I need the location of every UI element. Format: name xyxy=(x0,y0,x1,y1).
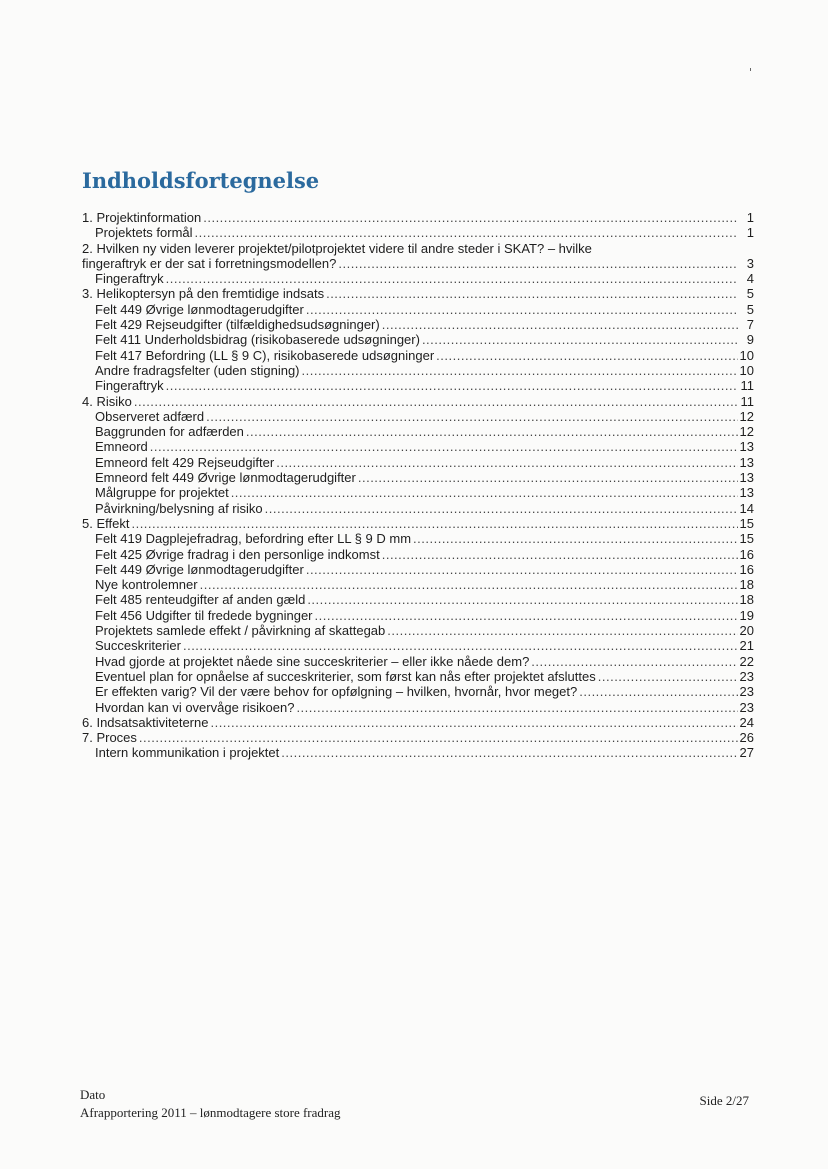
toc-page-number: 16 xyxy=(739,546,754,562)
toc-page-number: 11 xyxy=(740,378,754,394)
toc-entry[interactable] xyxy=(82,531,754,546)
toc-entry-text: Felt 411 Underholdsbidrag (risikobaserede udsøgninger) xyxy=(95,332,420,348)
toc-entry-text: Målgruppe for projektet xyxy=(95,485,229,501)
toc-page-number: 21 xyxy=(739,638,754,654)
toc-entry-text: 1. Projektinformation xyxy=(82,210,202,225)
toc-entry-text: 7. Proces xyxy=(82,730,137,746)
toc-entry[interactable] xyxy=(82,241,754,272)
toc-entry-text: Felt 419 Dagplejefradrag, befordring efter LL § 9 D mm xyxy=(95,531,412,547)
dot-leader xyxy=(326,286,738,301)
toc-title: Indholdsfortegnelse xyxy=(82,168,320,193)
toc-entry[interactable] xyxy=(82,302,754,317)
toc-page-number: 24 xyxy=(739,714,754,730)
toc-page-number: 13 xyxy=(739,439,754,455)
toc-entry[interactable] xyxy=(82,363,754,378)
toc-entry-text: Felt 485 renteudgifter af anden gæld xyxy=(95,592,306,608)
toc-entry-text: Baggrunden for adfærden xyxy=(95,424,244,440)
dot-leader xyxy=(306,302,738,317)
dot-leader xyxy=(265,501,738,516)
dot-leader xyxy=(203,210,738,225)
toc-entry-text: Felt 449 Øvrige lønmodtagerudgifter xyxy=(95,561,304,577)
toc-entry-text: Andre fradragsfelter (uden stigning) xyxy=(95,362,300,378)
toc-entry-text: Hvad gjorde at projektet nåede sine succeskriterier – eller ikke nåede dem? xyxy=(95,653,530,669)
toc-page-number: 15 xyxy=(739,515,754,531)
toc-page-number: 4 xyxy=(746,271,754,287)
dot-leader xyxy=(436,348,737,363)
toc-entry[interactable] xyxy=(82,715,754,730)
toc-entry[interactable] xyxy=(82,225,754,240)
toc-page-number: 27 xyxy=(739,745,754,761)
dot-leader xyxy=(296,700,737,715)
toc-entry[interactable] xyxy=(82,424,754,439)
toc-page-number: 23 xyxy=(739,668,754,684)
toc-entry[interactable] xyxy=(82,455,754,470)
toc-page-number: 5 xyxy=(746,301,754,317)
footer-date: Dato xyxy=(80,1087,106,1102)
toc-entry[interactable] xyxy=(82,577,754,592)
dot-leader xyxy=(131,516,737,531)
toc-entry[interactable] xyxy=(82,547,754,562)
toc-page-number: 10 xyxy=(739,347,754,363)
toc-entry[interactable] xyxy=(82,501,754,516)
toc-entry[interactable] xyxy=(82,684,754,699)
toc-entry[interactable] xyxy=(82,730,754,745)
toc-entry[interactable] xyxy=(82,470,754,485)
toc-page-number: 23 xyxy=(739,699,754,715)
dot-leader xyxy=(306,562,738,577)
scan-speck xyxy=(750,68,751,71)
toc-entry[interactable] xyxy=(82,317,754,332)
toc-entry[interactable] xyxy=(82,394,754,409)
toc-page-number: 23 xyxy=(739,684,754,700)
toc-page-number: 13 xyxy=(739,485,754,501)
toc-page-number: 13 xyxy=(739,454,754,470)
toc-entry[interactable] xyxy=(82,562,754,577)
toc-entry-text: Felt 425 Øvrige fradrag i den personlige indkomst xyxy=(95,546,380,562)
toc-entry-text: Observeret adfærd xyxy=(95,408,205,424)
toc-entry[interactable] xyxy=(82,332,754,347)
toc-page-number: 1 xyxy=(746,225,754,241)
dot-leader xyxy=(579,684,737,699)
dot-leader xyxy=(281,745,737,760)
toc-entry[interactable] xyxy=(82,409,754,424)
dot-leader xyxy=(206,409,737,424)
toc-entry-text: Emneord felt 429 Rejseudgifter xyxy=(95,454,275,470)
toc-page-number: 11 xyxy=(740,393,754,409)
toc-entry-text: Eventuel plan for opnåelse af succeskriterier, som først kan nås efter projektet afsluttes xyxy=(95,668,596,684)
table-of-contents xyxy=(82,210,754,761)
dot-leader xyxy=(302,363,738,378)
toc-entry-text: Projektets samlede effekt / påvirkning af skattegab xyxy=(95,623,386,639)
toc-page-number: 9 xyxy=(746,332,754,348)
toc-entry-text: 2. Hvilken ny viden leverer projektet/pilotprojektet videre til andre steder i SKAT? – hvilke xyxy=(82,240,592,256)
toc-entry[interactable] xyxy=(82,439,754,454)
toc-page-number: 10 xyxy=(739,362,754,378)
toc-page-number: 26 xyxy=(739,730,754,746)
toc-entry-text: Fingeraftryk xyxy=(95,271,164,287)
dot-leader xyxy=(338,256,738,271)
toc-entry[interactable] xyxy=(82,348,754,363)
toc-entry-text: Felt 456 Udgifter til fredede bygninger xyxy=(95,607,313,623)
dot-leader xyxy=(531,654,737,669)
dot-leader xyxy=(166,378,738,393)
toc-entry-text: 5. Effekt xyxy=(82,515,130,531)
toc-page-number: 16 xyxy=(739,561,754,577)
toc-entry[interactable] xyxy=(82,700,754,715)
toc-page-number: 19 xyxy=(739,607,754,623)
toc-entry-text: Felt 417 Befordring (LL § 9 C), risikobaserede udsøgninger xyxy=(95,347,435,363)
toc-entry[interactable] xyxy=(82,210,754,225)
footer-left xyxy=(80,1086,341,1122)
toc-page-number: 3 xyxy=(746,255,754,271)
toc-page-number: 13 xyxy=(739,470,754,486)
toc-entry[interactable] xyxy=(82,592,754,607)
toc-page-number: 22 xyxy=(739,653,754,669)
toc-page-number: 7 xyxy=(746,317,754,333)
toc-entry-text: Fingeraftryk xyxy=(95,378,164,394)
toc-page-number: 18 xyxy=(739,577,754,593)
toc-entry-text: Emneord xyxy=(95,439,148,455)
toc-entry-text: Felt 449 Øvrige lønmodtagerudgifter xyxy=(95,301,304,317)
toc-entry[interactable] xyxy=(82,286,754,301)
toc-entry[interactable] xyxy=(82,638,754,653)
toc-entry-text-continued: fingeraftryk er der sat i forretningsmodellen? xyxy=(82,255,337,271)
toc-entry-text: 3. Helikoptersyn på den fremtidige indsats xyxy=(82,286,325,302)
toc-page-number: 12 xyxy=(739,424,754,440)
toc-entry[interactable] xyxy=(82,623,754,638)
footer-report-title: Afrapportering 2011 – lønmodtagere store fradrag xyxy=(80,1105,341,1120)
toc-entry-text: 6. Indsatsaktiviteterne xyxy=(82,714,209,730)
dot-leader xyxy=(139,730,738,745)
toc-page-number: 12 xyxy=(739,408,754,424)
dot-leader xyxy=(231,485,738,500)
dot-leader xyxy=(195,225,738,240)
toc-page-number: 14 xyxy=(739,500,754,516)
toc-page-number: 20 xyxy=(739,623,754,639)
dot-leader xyxy=(276,455,737,470)
dot-leader xyxy=(598,669,738,684)
toc-entry-text: Er effekten varig? Vil der være behov for opfølgning – hvilken, hvornår, hvor meget? xyxy=(95,684,578,700)
toc-entry-text: Intern kommunikation i projektet xyxy=(95,745,280,761)
toc-entry[interactable] xyxy=(82,378,754,393)
dot-leader xyxy=(387,623,737,638)
dot-leader xyxy=(315,608,738,623)
toc-entry-text: Emneord felt 449 Øvrige lønmodtagerudgifter xyxy=(95,470,356,486)
toc-entry[interactable] xyxy=(82,654,754,669)
toc-entry-text: Projektets formål xyxy=(95,225,193,241)
dot-leader xyxy=(210,715,737,730)
dot-leader xyxy=(382,547,738,562)
toc-entry-text: Hvordan kan vi overvåge risikoen? xyxy=(95,699,295,715)
dot-leader xyxy=(413,531,738,546)
toc-page-number: 5 xyxy=(746,286,754,302)
toc-entry-text: Påvirkning/belysning af risiko xyxy=(95,500,263,516)
dot-leader xyxy=(422,332,738,347)
toc-page-number: 18 xyxy=(739,592,754,608)
toc-entry[interactable] xyxy=(82,608,754,623)
dot-leader xyxy=(358,470,738,485)
dot-leader xyxy=(246,424,738,439)
dot-leader xyxy=(134,394,738,409)
toc-entry[interactable] xyxy=(82,485,754,500)
toc-entry-text: Nye kontrolemner xyxy=(95,577,198,593)
toc-entry[interactable] xyxy=(82,516,754,531)
dot-leader xyxy=(183,638,738,653)
toc-entry-text: Felt 429 Rejseudgifter (tilfældighedsudsøgninger) xyxy=(95,317,380,333)
dot-leader xyxy=(200,577,738,592)
dot-leader xyxy=(150,439,738,454)
toc-entry-text: Succeskriterier xyxy=(95,638,181,654)
toc-entry[interactable] xyxy=(82,669,754,684)
toc-entry-text: 4. Risiko xyxy=(82,393,132,409)
toc-page-number: 15 xyxy=(739,531,754,547)
toc-entry[interactable] xyxy=(82,271,754,286)
toc-page-number: 1 xyxy=(746,210,754,225)
dot-leader xyxy=(307,592,737,607)
dot-leader xyxy=(166,271,738,286)
footer-page-number: Side 2/27 xyxy=(699,1093,749,1108)
toc-entry[interactable] xyxy=(82,745,754,760)
dot-leader xyxy=(382,317,738,332)
